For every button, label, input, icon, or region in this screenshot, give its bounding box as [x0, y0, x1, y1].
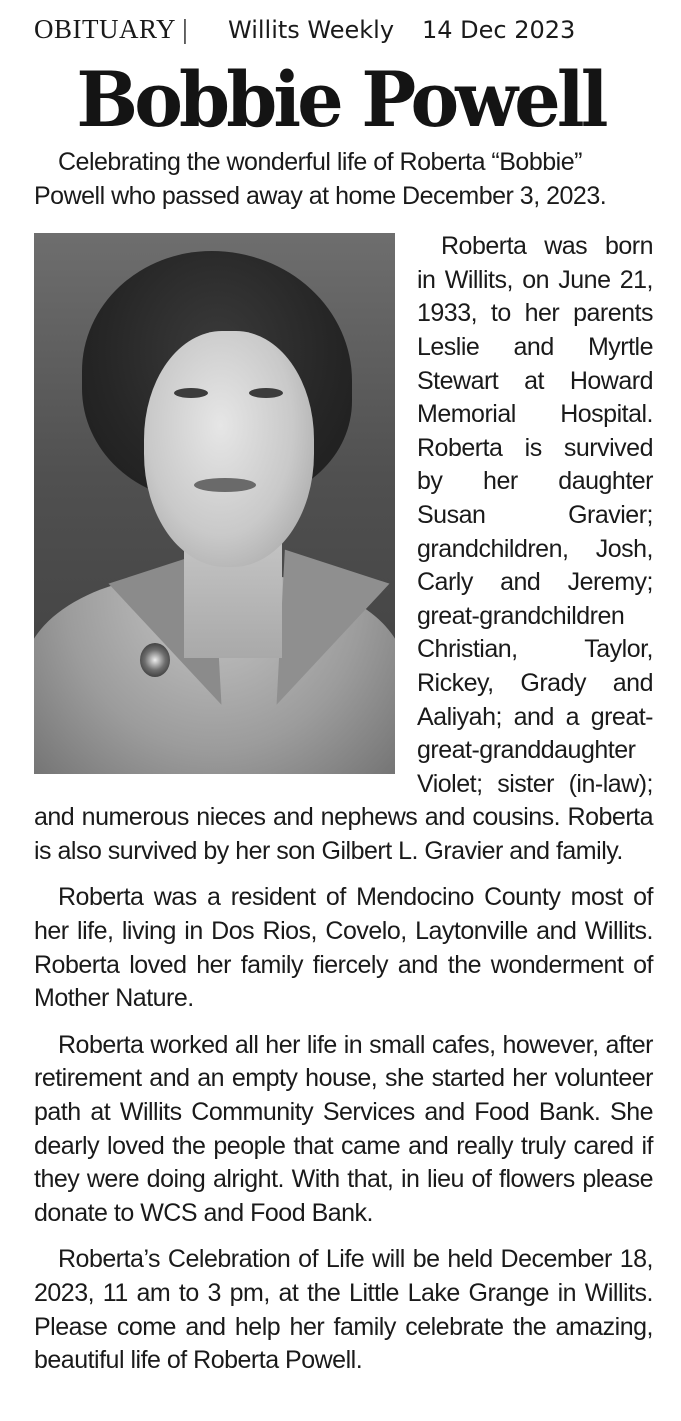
- publication-name: Willits Weekly: [228, 16, 395, 44]
- brooch: [140, 643, 170, 677]
- obituary-title: Bobbie Powell: [76, 55, 605, 144]
- masthead: [34, 14, 653, 48]
- family-paragraph: Roberta was born in Willits, on June 21, 1933, to her parents Leslie and Myrtle Stewart at Howard Memorial Hospital. Roberta is survived by her daughter Susan Gravier; grandchildren, Josh, Carly and Jeremy; great-grandchildren Christian, Taylor, Rickey, Grady and Aaliyah; and a great-great-granddaughter Violet; sister (in-law); and numerous nieces and nephews and cousins. Roberta is also survived by her son Gilbert L. Gravier and family.: [34, 232, 653, 865]
- publication-date: 14 Dec 2023: [422, 16, 576, 44]
- obituary-body: [34, 146, 653, 1391]
- intro-paragraph: Celebrating the wonderful life of Roberta “Bobbie” Powell who passed away at home December 3, 2023.: [34, 148, 607, 210]
- work-paragraph: Roberta worked all her life in small cafes, however, after retirement and an empty house, she started her volunteer path at Willits Community Services and Food Bank. She dearly loved the people that came and really truly cared if they were doing alright. With that, in lieu of flowers please donate to WCS and Food Bank.: [34, 1030, 653, 1227]
- residence-paragraph: Roberta was a resident of Mendocino County most of her life, living in Dos Rios, Covelo, Laytonville and Willits. Roberta loved her family fiercely and the wonderment of Mother Nature.: [34, 883, 653, 1013]
- section-label: OBITUARY |: [34, 14, 189, 44]
- portrait-photo: [34, 233, 395, 774]
- celebration-paragraph: Roberta’s Celebration of Life will be held December 18, 2023, 11 am to 3 pm, at the Little Lake Grange in Willits. Please come and help her family celebrate the amazing, beautiful life of Roberta Powell.: [34, 1245, 653, 1375]
